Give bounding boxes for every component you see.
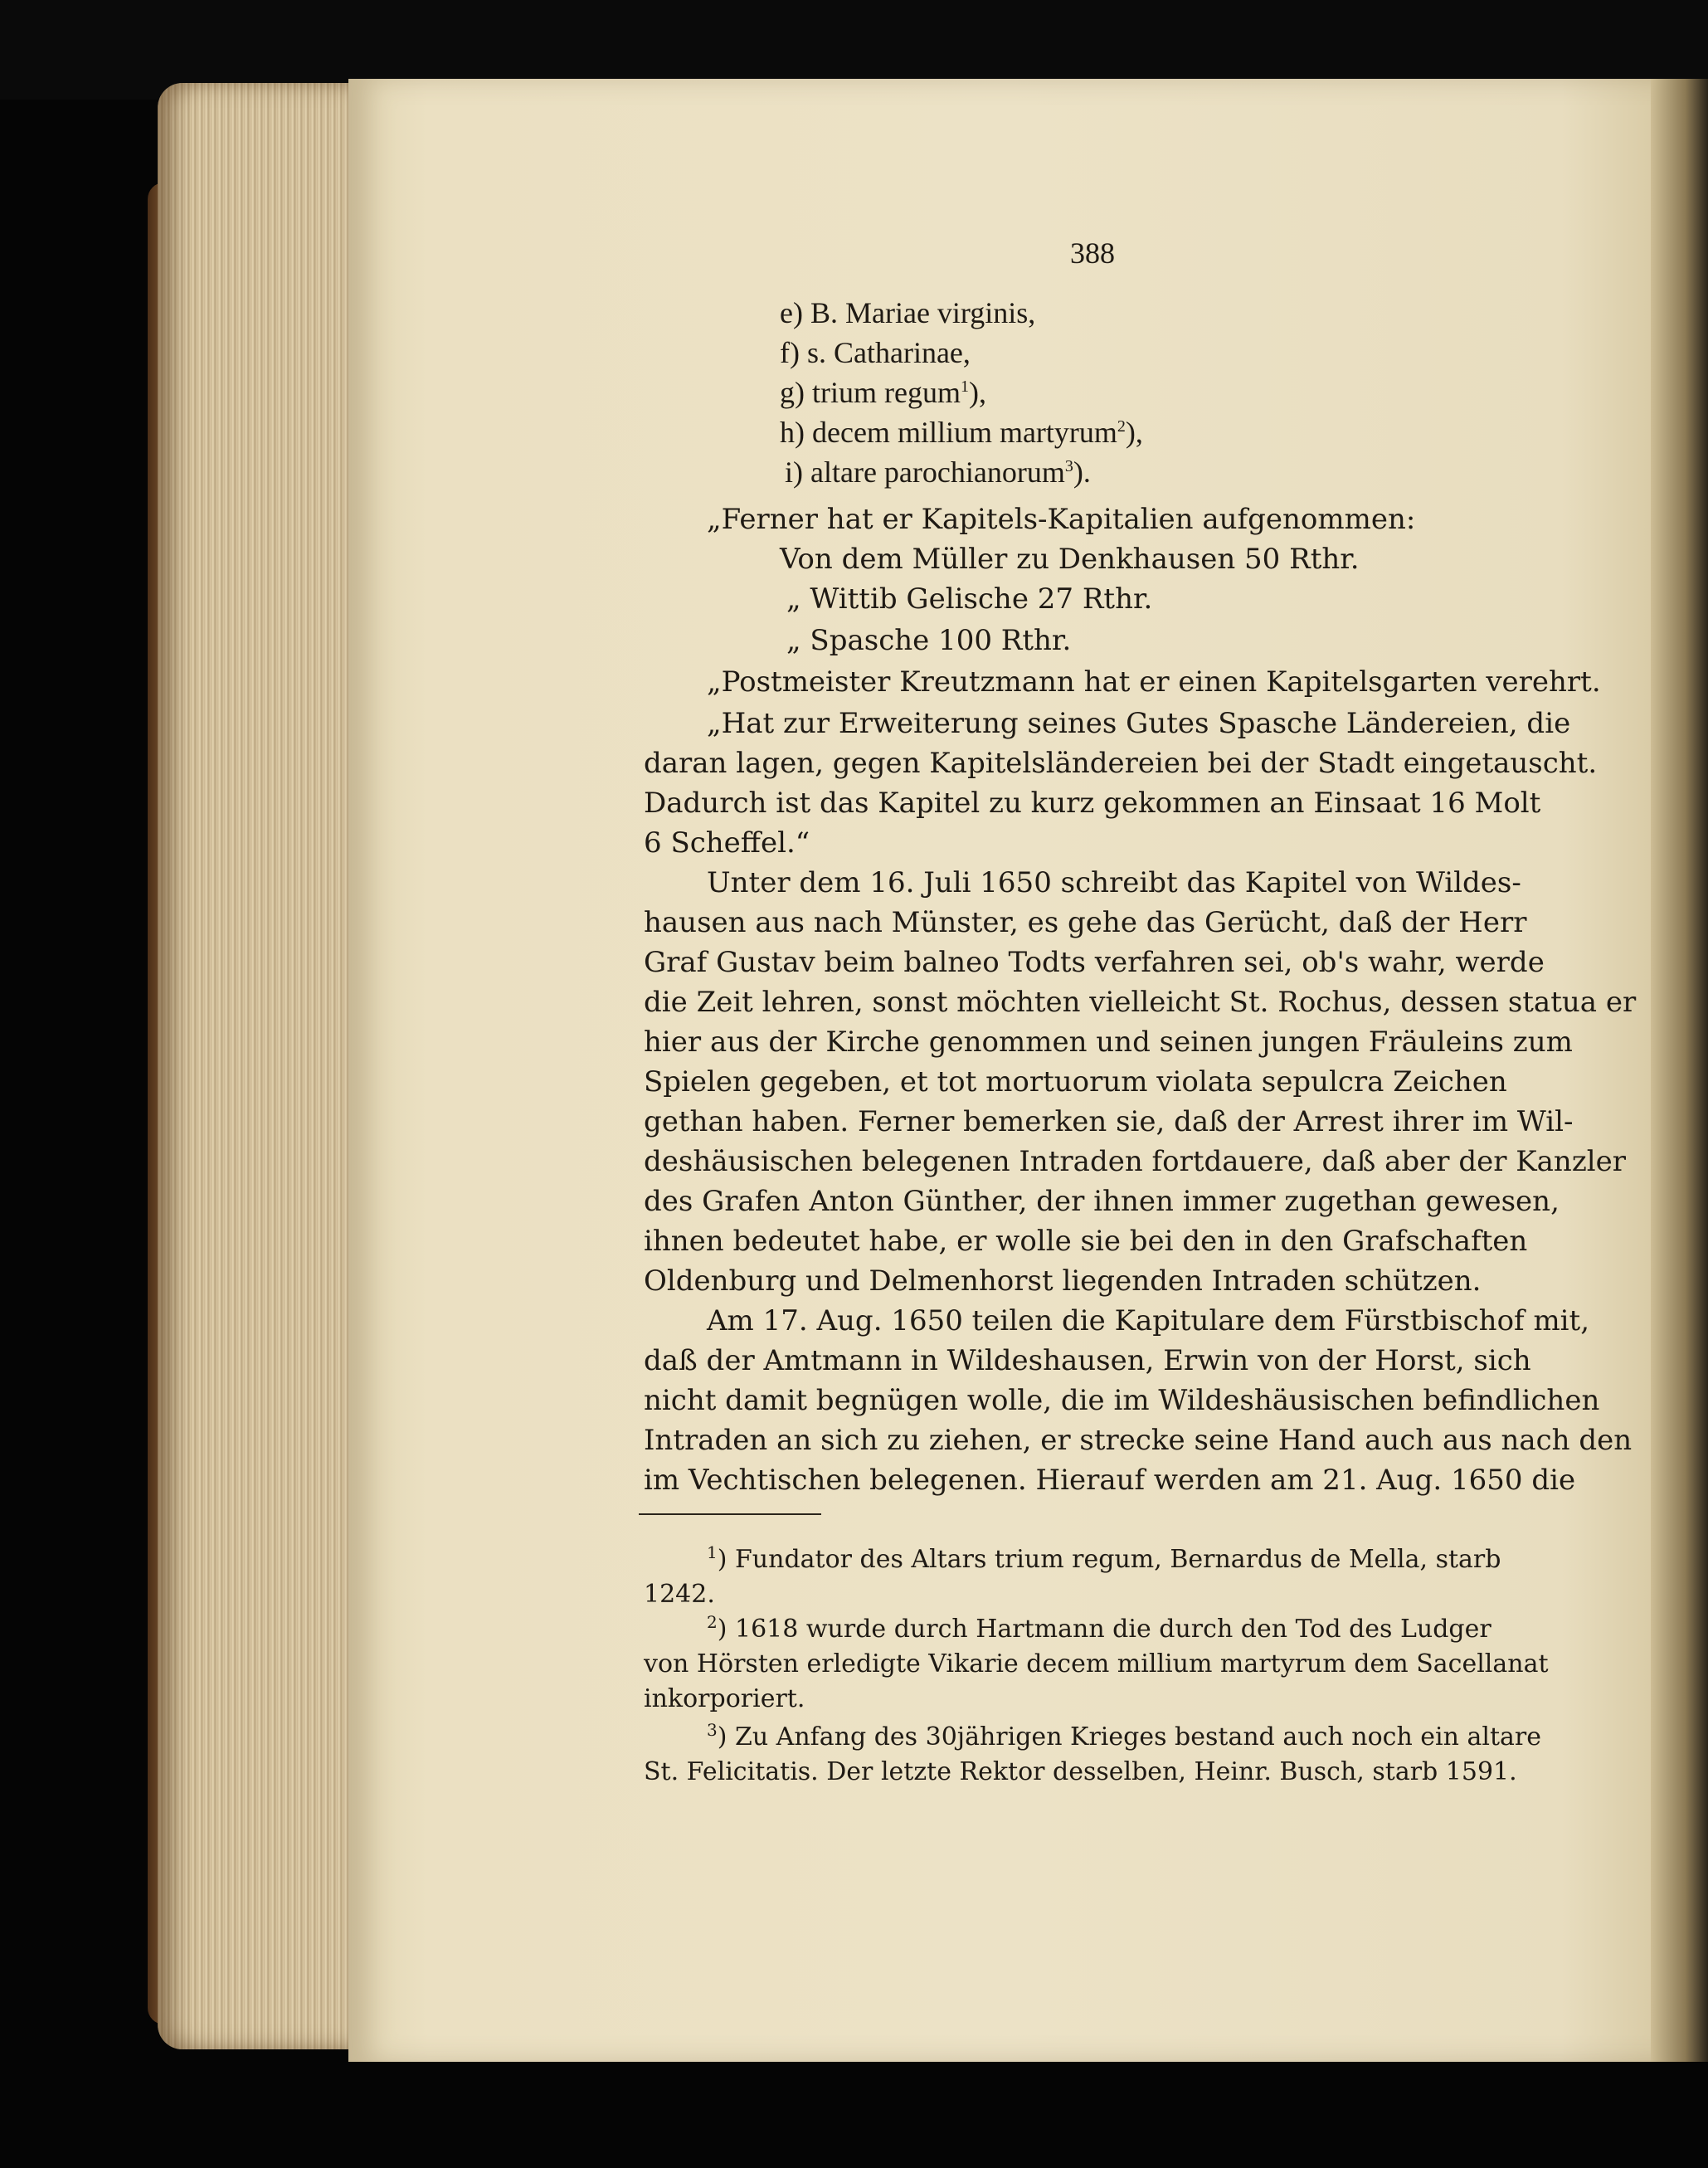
footnote: $^1$) Fundator des Altars trium regum, Bernardus de Mella, starb (707, 1542, 1501, 1574)
footnote: $^3$) Zu Anfang des 30jährigen Krieges bestand auch noch ein altare (707, 1720, 1542, 1751)
text-line: die Zeit lehren, sonst möchten vielleicht St. Rochus, dessen statua er (644, 986, 1637, 1019)
text-line: nicht damit begnügen wolle, die im Wildeshäusischen befindlichen (644, 1384, 1600, 1417)
footnote-line: inkorporiert. (644, 1684, 805, 1713)
text-line: Graf Gustav beim balneo Todts verfahren sei, ob's wahr, werde (644, 946, 1545, 979)
footnote: $^2$) 1618 wurde durch Hartmann die durch den Tod des Ludger (707, 1612, 1491, 1644)
text-line: Intraden an sich zu ziehen, er strecke seine Hand auch aus nach den (644, 1424, 1633, 1457)
text-line: Dadurch ist das Kapitel zu kurz gekommen an Einsaat 16 Molt (644, 787, 1541, 820)
text-line: „Postmeister Kreutzmann hat er einen Kapitelsgarten verehrt. (707, 665, 1601, 699)
text-line: Oldenburg und Delmenhorst liegenden Intraden schützen. (644, 1264, 1482, 1298)
text-line: Unter dem 16. Juli 1650 schreibt das Kapitel von Wildes- (707, 866, 1521, 899)
list-item: e) B. Mariae virginis, (780, 296, 1036, 329)
text-line: daran lagen, gegen Kapitelsländereien bei der Stadt eingetauscht. (644, 747, 1598, 780)
text-line: „ Wittib Gelische 27 Rthr. (786, 582, 1153, 616)
list-item: g) trium regum$^1$), (780, 376, 986, 409)
footnote-line: von Hörsten erledigte Vikarie decem millium martyrum dem Sacellanat (644, 1649, 1549, 1678)
list-item: f) s. Catharinae, (780, 336, 971, 369)
footnote-rule (639, 1513, 821, 1515)
text-line: hausen aus nach Münster, es gehe das Gerücht, daß der Herr (644, 906, 1527, 939)
text-line: „Hat zur Erweiterung seines Gutes Spasche Ländereien, die (707, 707, 1571, 740)
page-number: 388 (1070, 236, 1115, 270)
text-line: 6 Scheffel.“ (644, 826, 810, 860)
list-item: h) decem millium martyrum$^2$), (780, 416, 1143, 449)
text-line: daß der Amtmann in Wildeshausen, Erwin von der Horst, sich (644, 1344, 1531, 1377)
book-gutter (1651, 79, 1708, 2062)
text-line: Von dem Müller zu Denkhausen 50 Rthr. (780, 543, 1360, 576)
text-line: deshäusischen belegenen Intraden fortdauere, daß aber der Kanzler (644, 1145, 1626, 1178)
text-line: „Ferner hat er Kapitels-Kapitalien aufgenommen: (707, 503, 1416, 536)
text-line: „ Spasche 100 Rthr. (786, 624, 1072, 657)
footnote-line: St. Felicitatis. Der letzte Rektor desselben, Heinr. Busch, starb 1591. (644, 1757, 1517, 1786)
text-line: Am 17. Aug. 1650 teilen die Kapitulare dem Fürstbischof mit, (707, 1304, 1590, 1337)
text-line: im Vechtischen belegenen. Hierauf werden am 21. Aug. 1650 die (644, 1464, 1576, 1497)
text-line: des Grafen Anton Günther, der ihnen immer zugethan gewesen, (644, 1185, 1560, 1218)
book-page-stack (158, 83, 348, 2049)
text-line: gethan haben. Ferner bemerken sie, daß der Arrest ihrer im Wil- (644, 1105, 1574, 1138)
text-line: hier aus der Kirche genommen und seinen jungen Fräuleins zum (644, 1026, 1573, 1059)
list-item: i) altare parochianorum$^3$). (785, 456, 1091, 489)
text-line: ihnen bedeutet habe, er wolle sie bei den in den Grafschaften (644, 1225, 1528, 1258)
text-line: Spielen gegeben, et tot mortuorum violata sepulcra Zeichen (644, 1065, 1507, 1099)
footnote-line: 1242. (644, 1580, 715, 1609)
